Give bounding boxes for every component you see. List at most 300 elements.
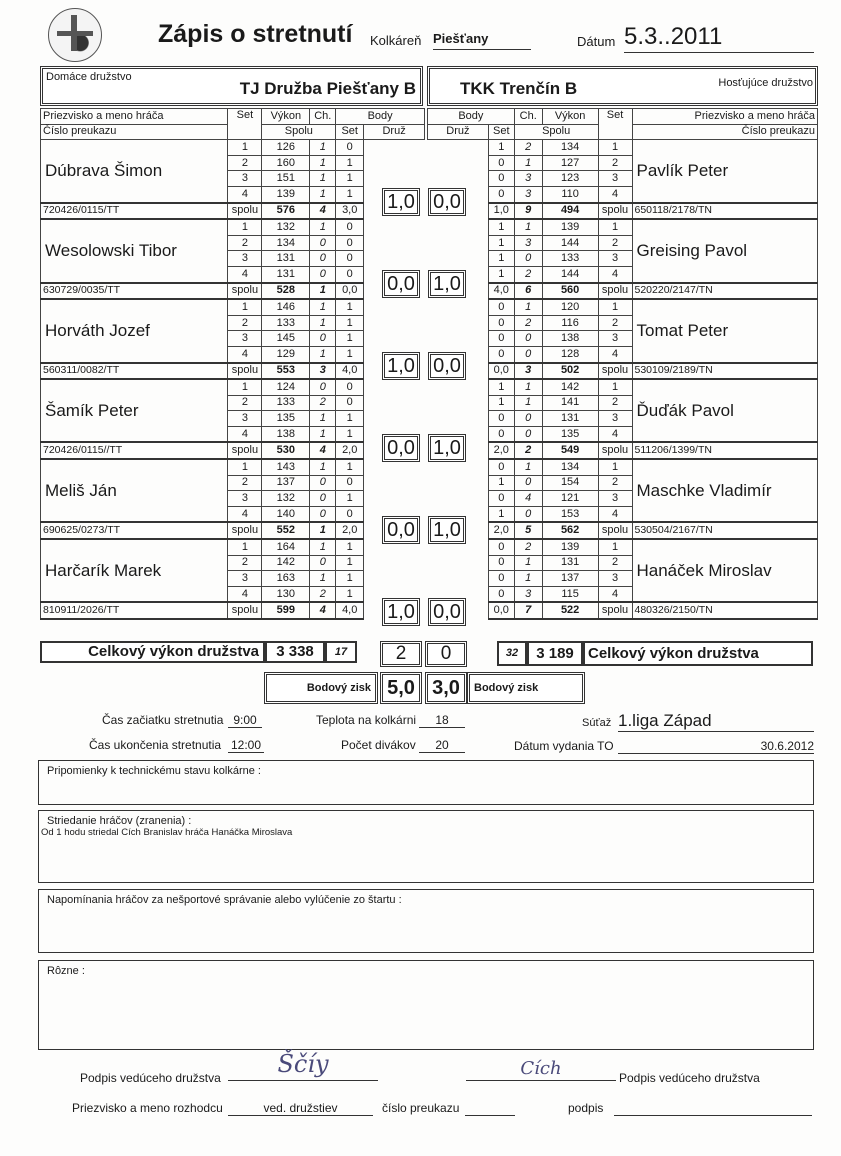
set-misses: 4	[514, 491, 542, 507]
total-label: spolu	[598, 442, 632, 459]
player-set-points: 0,0	[488, 363, 514, 380]
set-misses: 1	[310, 140, 336, 156]
federation-logo-icon	[48, 8, 102, 62]
player-misses-total: 4	[310, 442, 336, 459]
home-team-point: 0,0	[382, 516, 420, 544]
away-player-name: Tomat Peter	[632, 299, 818, 362]
away-team-label: Hosťujúce družstvo	[718, 77, 813, 89]
home-signature[interactable]: Ščíy	[228, 1050, 378, 1081]
set-number: 4	[228, 586, 262, 602]
referee-license-label: číslo preukazu	[382, 1101, 460, 1115]
set-point: 0	[336, 219, 364, 235]
away-player-row	[428, 219, 818, 235]
set-number: 1	[228, 140, 262, 156]
total-label: spolu	[598, 602, 632, 619]
set-point: 0	[336, 140, 364, 156]
set-score: 135	[542, 426, 598, 442]
away-signature[interactable]: Cích	[466, 1058, 616, 1081]
home-team-label: Domáce družstvo	[46, 71, 132, 83]
set-point: 1	[336, 299, 364, 315]
away-team-point: 0,0	[428, 352, 466, 380]
set-score: 138	[542, 331, 598, 347]
away-player-row	[428, 379, 818, 395]
set-number: 3	[228, 331, 262, 347]
home-player-name: Šamík Peter	[41, 379, 228, 442]
home-team-point: 1,0	[382, 598, 420, 626]
player-misses-total: 4	[310, 602, 336, 619]
alley-label: Kolkáreň	[370, 33, 422, 48]
home-player-name: Horváth Jozef	[41, 299, 228, 362]
away-team-point: 0,0	[428, 598, 466, 626]
player-set-points: 4,0	[336, 363, 364, 380]
referee-license-field[interactable]	[465, 1101, 515, 1116]
set-score: 160	[262, 155, 310, 171]
player-total: 599	[262, 602, 310, 619]
col-license: Číslo preukazu	[632, 124, 818, 140]
set-misses: 1	[310, 411, 336, 427]
col-druz: Druž	[364, 124, 425, 140]
home-player-row	[41, 459, 425, 475]
set-point: 1	[336, 155, 364, 171]
away-players-table	[427, 108, 818, 620]
set-number: 4	[598, 186, 632, 202]
set-misses: 1	[310, 571, 336, 587]
set-score: 131	[542, 411, 598, 427]
set-point: 1	[336, 586, 364, 602]
home-player-row	[41, 379, 425, 395]
set-score: 144	[542, 266, 598, 282]
away-team-point: 1,0	[428, 434, 466, 462]
player-misses-total: 9	[514, 203, 542, 220]
set-number: 3	[598, 411, 632, 427]
set-score: 139	[542, 539, 598, 555]
set-misses: 1	[514, 459, 542, 475]
set-score: 110	[542, 186, 598, 202]
set-misses: 0	[514, 331, 542, 347]
set-score: 134	[262, 235, 310, 251]
col-body: Body	[336, 109, 425, 125]
set-score: 134	[542, 459, 598, 475]
col-set: Set	[228, 109, 262, 140]
set-misses: 1	[310, 219, 336, 235]
set-point: 1	[488, 506, 514, 522]
set-misses: 1	[514, 379, 542, 395]
set-score: 131	[542, 555, 598, 571]
home-player-row	[41, 219, 425, 235]
set-point: 0	[488, 171, 514, 187]
home-total-ch: 17	[325, 641, 357, 663]
set-number: 1	[598, 299, 632, 315]
set-number: 4	[228, 186, 262, 202]
set-point: 1	[336, 491, 364, 507]
home-team-point: 0,0	[382, 434, 420, 462]
player-set-points: 0,0	[488, 602, 514, 619]
player-set-points: 4,0	[336, 602, 364, 619]
total-label: spolu	[228, 602, 262, 619]
set-point: 1	[488, 140, 514, 156]
set-number: 3	[228, 571, 262, 587]
set-score: 164	[262, 539, 310, 555]
set-number: 4	[598, 266, 632, 282]
away-player-license: 530109/2189/TN	[632, 363, 818, 380]
set-number: 1	[228, 379, 262, 395]
set-number: 1	[228, 219, 262, 235]
set-misses: 1	[310, 299, 336, 315]
set-point: 0	[488, 155, 514, 171]
set-misses: 1	[310, 155, 336, 171]
set-misses: 2	[514, 539, 542, 555]
player-total: 553	[262, 363, 310, 380]
set-misses: 0	[310, 379, 336, 395]
issue-date-value: 30.6.2012	[618, 739, 814, 754]
set-number: 2	[598, 395, 632, 411]
set-number: 1	[228, 459, 262, 475]
set-point: 0	[488, 299, 514, 315]
set-misses: 1	[514, 219, 542, 235]
referee-signature-label: podpis	[568, 1101, 604, 1115]
referee-signature-field[interactable]	[614, 1101, 812, 1116]
away-team-point: 0,0	[428, 188, 466, 216]
set-point: 1	[336, 171, 364, 187]
player-total: 494	[542, 203, 598, 220]
set-number: 1	[598, 539, 632, 555]
set-score: 115	[542, 586, 598, 602]
date-label: Dátum	[577, 34, 616, 49]
away-team-box	[427, 66, 818, 106]
away-total-label: Celkový výkon družstva	[583, 641, 813, 666]
set-misses: 1	[310, 346, 336, 362]
set-point: 0	[488, 539, 514, 555]
date-value: 5.3..2011	[624, 23, 814, 53]
set-score: 144	[542, 235, 598, 251]
player-misses-total: 4	[310, 203, 336, 220]
col-ch: Ch.	[310, 109, 336, 125]
competition-label: Súťaž	[582, 717, 612, 729]
home-player-row	[41, 539, 425, 555]
set-score: 133	[262, 395, 310, 411]
set-number: 1	[598, 379, 632, 395]
player-total: 522	[542, 602, 598, 619]
technical-notes-label: Pripomienky k technickému stavu kolkárne :	[47, 765, 261, 777]
set-point: 1	[336, 426, 364, 442]
player-set-points: 2,0	[488, 442, 514, 459]
home-player-name: Wesolowski Tibor	[41, 219, 228, 282]
total-label: spolu	[598, 283, 632, 300]
set-score: 154	[542, 475, 598, 491]
player-set-points: 4,0	[488, 283, 514, 300]
set-misses: 1	[310, 171, 336, 187]
set-point: 0	[488, 459, 514, 475]
player-misses-total: 1	[310, 522, 336, 539]
set-misses: 0	[514, 346, 542, 362]
set-point: 0	[336, 251, 364, 267]
col-vykon: Výkon	[542, 109, 598, 125]
warnings-box[interactable]	[38, 889, 814, 953]
home-player-row	[41, 299, 425, 315]
away-signature-label: Podpis vedúceho družstva	[619, 1071, 760, 1085]
home-player-name: Meliš Ján	[41, 459, 228, 522]
home-player-license: 720426/0115//TT	[41, 442, 228, 459]
home-bodovy-value: 5,0	[380, 672, 422, 704]
set-score: 126	[262, 140, 310, 156]
set-misses: 1	[310, 186, 336, 202]
set-score: 153	[542, 506, 598, 522]
home-team-point: 1,0	[382, 352, 420, 380]
away-total-value: 3 189	[527, 641, 583, 666]
set-number: 3	[598, 331, 632, 347]
set-misses: 3	[514, 171, 542, 187]
away-team-points-total: 0	[425, 641, 467, 667]
set-point: 1	[336, 571, 364, 587]
set-number: 3	[228, 171, 262, 187]
set-misses: 0	[310, 251, 336, 267]
set-point: 0	[488, 571, 514, 587]
home-player-row	[41, 140, 425, 156]
set-score: 121	[542, 491, 598, 507]
set-point: 1	[336, 539, 364, 555]
set-point: 0	[488, 555, 514, 571]
col-license: Číslo preukazu	[41, 124, 228, 140]
substitutions-box[interactable]	[38, 810, 814, 883]
set-number: 1	[598, 219, 632, 235]
set-score: 146	[262, 299, 310, 315]
set-number: 2	[598, 155, 632, 171]
set-point: 1	[488, 395, 514, 411]
set-point: 0	[336, 475, 364, 491]
set-score: 133	[262, 315, 310, 331]
home-bodovy-label: Bodový zisk	[264, 672, 378, 704]
home-total-value: 3 338	[265, 641, 325, 663]
set-point: 0	[488, 411, 514, 427]
set-misses: 1	[310, 426, 336, 442]
set-number: 2	[228, 475, 262, 491]
total-label: spolu	[228, 522, 262, 539]
away-player-name: Maschke Vladimír	[632, 459, 818, 522]
spectators-label: Počet divákov	[341, 738, 416, 752]
player-set-points: 3,0	[336, 203, 364, 220]
competition-value: 1.liga Západ	[618, 711, 814, 732]
player-total: 549	[542, 442, 598, 459]
set-misses: 2	[310, 395, 336, 411]
total-label: spolu	[228, 363, 262, 380]
set-misses: 2	[310, 586, 336, 602]
set-point: 1	[336, 411, 364, 427]
set-score: 127	[542, 155, 598, 171]
away-player-row	[428, 459, 818, 475]
home-team-name: TJ Družba Piešťany B	[239, 79, 416, 98]
technical-notes-box[interactable]	[38, 760, 814, 805]
set-misses: 0	[310, 475, 336, 491]
col-body: Body	[428, 109, 515, 125]
set-score: 137	[262, 475, 310, 491]
home-team-point: 1,0	[382, 188, 420, 216]
set-score: 133	[542, 251, 598, 267]
set-score: 123	[542, 171, 598, 187]
set-misses: 3	[514, 586, 542, 602]
player-set-points: 2,0	[488, 522, 514, 539]
set-number: 4	[228, 346, 262, 362]
set-misses: 1	[310, 315, 336, 331]
player-total: 552	[262, 522, 310, 539]
player-misses-total: 3	[514, 363, 542, 380]
player-total: 562	[542, 522, 598, 539]
set-score: 145	[262, 331, 310, 347]
page-title: Zápis o stretnutí	[158, 20, 353, 48]
total-label: spolu	[598, 522, 632, 539]
away-player-row	[428, 299, 818, 315]
set-number: 2	[598, 315, 632, 331]
set-number: 1	[228, 299, 262, 315]
set-point: 0	[488, 491, 514, 507]
col-spolu: Spolu	[262, 124, 336, 140]
set-misses: 1	[514, 155, 542, 171]
col-vykon: Výkon	[262, 109, 310, 125]
set-misses: 2	[514, 315, 542, 331]
home-team-point: 0,0	[382, 270, 420, 298]
away-player-name: Ďuďák Pavol	[632, 379, 818, 442]
set-score: 135	[262, 411, 310, 427]
set-point: 1	[488, 251, 514, 267]
home-player-license: 720426/0115/TT	[41, 203, 228, 220]
player-total: 560	[542, 283, 598, 300]
total-label: spolu	[598, 363, 632, 380]
set-score: 134	[542, 140, 598, 156]
home-player-license: 630729/0035/TT	[41, 283, 228, 300]
set-number: 3	[228, 251, 262, 267]
set-number: 4	[228, 506, 262, 522]
home-total-label: Celkový výkon družstva	[40, 641, 265, 663]
player-total: 530	[262, 442, 310, 459]
alley-value: Piešťany	[433, 31, 531, 50]
referee-value[interactable]: ved. družstiev	[228, 1101, 373, 1116]
set-number: 3	[598, 251, 632, 267]
set-number: 2	[228, 555, 262, 571]
away-bodovy-label: Bodový zisk	[467, 672, 585, 704]
set-number: 4	[228, 426, 262, 442]
away-total-ch: 32	[497, 641, 527, 666]
home-players-table	[40, 108, 425, 620]
set-number: 2	[228, 155, 262, 171]
substitutions-value: Od 1 hodu striedal Cích Branislav hráča Hanáčka Miroslava	[41, 827, 293, 838]
set-misses: 1	[514, 555, 542, 571]
misc-box[interactable]	[38, 960, 814, 1050]
set-misses: 2	[514, 140, 542, 156]
set-misses: 1	[310, 539, 336, 555]
away-player-row	[428, 539, 818, 555]
set-misses: 3	[514, 186, 542, 202]
set-point: 0	[488, 315, 514, 331]
home-team-points-total: 2	[380, 641, 422, 667]
set-point: 0	[488, 346, 514, 362]
total-label: spolu	[228, 283, 262, 300]
set-misses: 0	[310, 491, 336, 507]
set-point: 1	[336, 331, 364, 347]
start-time-value: 9:00	[228, 713, 262, 728]
away-player-license: 480326/2150/TN	[632, 602, 818, 619]
home-player-name: Harčarík Marek	[41, 539, 228, 602]
set-score: 132	[262, 491, 310, 507]
set-number: 1	[598, 140, 632, 156]
spectators-value: 20	[419, 738, 465, 753]
set-number: 4	[228, 266, 262, 282]
set-misses: 1	[514, 571, 542, 587]
set-point: 1	[488, 219, 514, 235]
set-score: 142	[542, 379, 598, 395]
set-score: 138	[262, 426, 310, 442]
total-label: spolu	[228, 203, 262, 220]
referee-label: Priezvisko a meno rozhodcu	[72, 1101, 223, 1115]
player-total: 528	[262, 283, 310, 300]
col-set: Set	[598, 109, 632, 140]
set-number: 1	[228, 539, 262, 555]
col-set-pts: Set	[336, 124, 364, 140]
temperature-label: Teplota na kolkárni	[316, 713, 417, 727]
player-set-points: 1,0	[488, 203, 514, 220]
set-score: 142	[262, 555, 310, 571]
set-misses: 0	[514, 251, 542, 267]
end-time-label: Čas ukončenia stretnutia	[89, 738, 222, 752]
set-score: 116	[542, 315, 598, 331]
set-score: 131	[262, 266, 310, 282]
set-point: 0	[488, 586, 514, 602]
set-misses: 2	[514, 266, 542, 282]
away-player-name: Greising Pavol	[632, 219, 818, 282]
set-misses: 1	[310, 459, 336, 475]
end-time-value: 12:00	[228, 738, 264, 753]
set-number: 3	[598, 171, 632, 187]
away-bodovy-value: 3,0	[425, 672, 467, 704]
set-point: 0	[488, 426, 514, 442]
home-player-license: 810911/2026/TT	[41, 602, 228, 619]
col-druz: Druž	[428, 124, 489, 140]
set-point: 0	[336, 506, 364, 522]
misc-label: Rôzne :	[47, 965, 85, 977]
set-score: 130	[262, 586, 310, 602]
substitutions-label: Striedanie hráčov (zranenia) :	[47, 815, 192, 827]
set-point: 1	[488, 266, 514, 282]
set-score: 143	[262, 459, 310, 475]
set-misses: 1	[514, 299, 542, 315]
player-misses-total: 5	[514, 522, 542, 539]
set-point: 1	[488, 475, 514, 491]
set-number: 2	[598, 475, 632, 491]
set-number: 4	[598, 506, 632, 522]
player-misses-total: 1	[310, 283, 336, 300]
set-score: 139	[262, 186, 310, 202]
set-point: 0	[336, 235, 364, 251]
set-point: 0	[336, 379, 364, 395]
player-misses-total: 3	[310, 363, 336, 380]
col-ch: Ch.	[514, 109, 542, 125]
set-point: 1	[336, 315, 364, 331]
set-point: 0	[336, 395, 364, 411]
set-score: 124	[262, 379, 310, 395]
set-point: 0	[336, 266, 364, 282]
set-misses: 3	[514, 235, 542, 251]
set-misses: 1	[514, 395, 542, 411]
set-point: 0	[488, 331, 514, 347]
total-label: spolu	[228, 442, 262, 459]
set-misses: 0	[514, 506, 542, 522]
set-point: 1	[336, 459, 364, 475]
away-team-point: 1,0	[428, 270, 466, 298]
set-score: 139	[542, 219, 598, 235]
set-score: 140	[262, 506, 310, 522]
set-score: 137	[542, 571, 598, 587]
player-misses-total: 7	[514, 602, 542, 619]
set-number: 4	[598, 346, 632, 362]
col-player-name: Priezvisko a meno hráča	[41, 109, 228, 125]
